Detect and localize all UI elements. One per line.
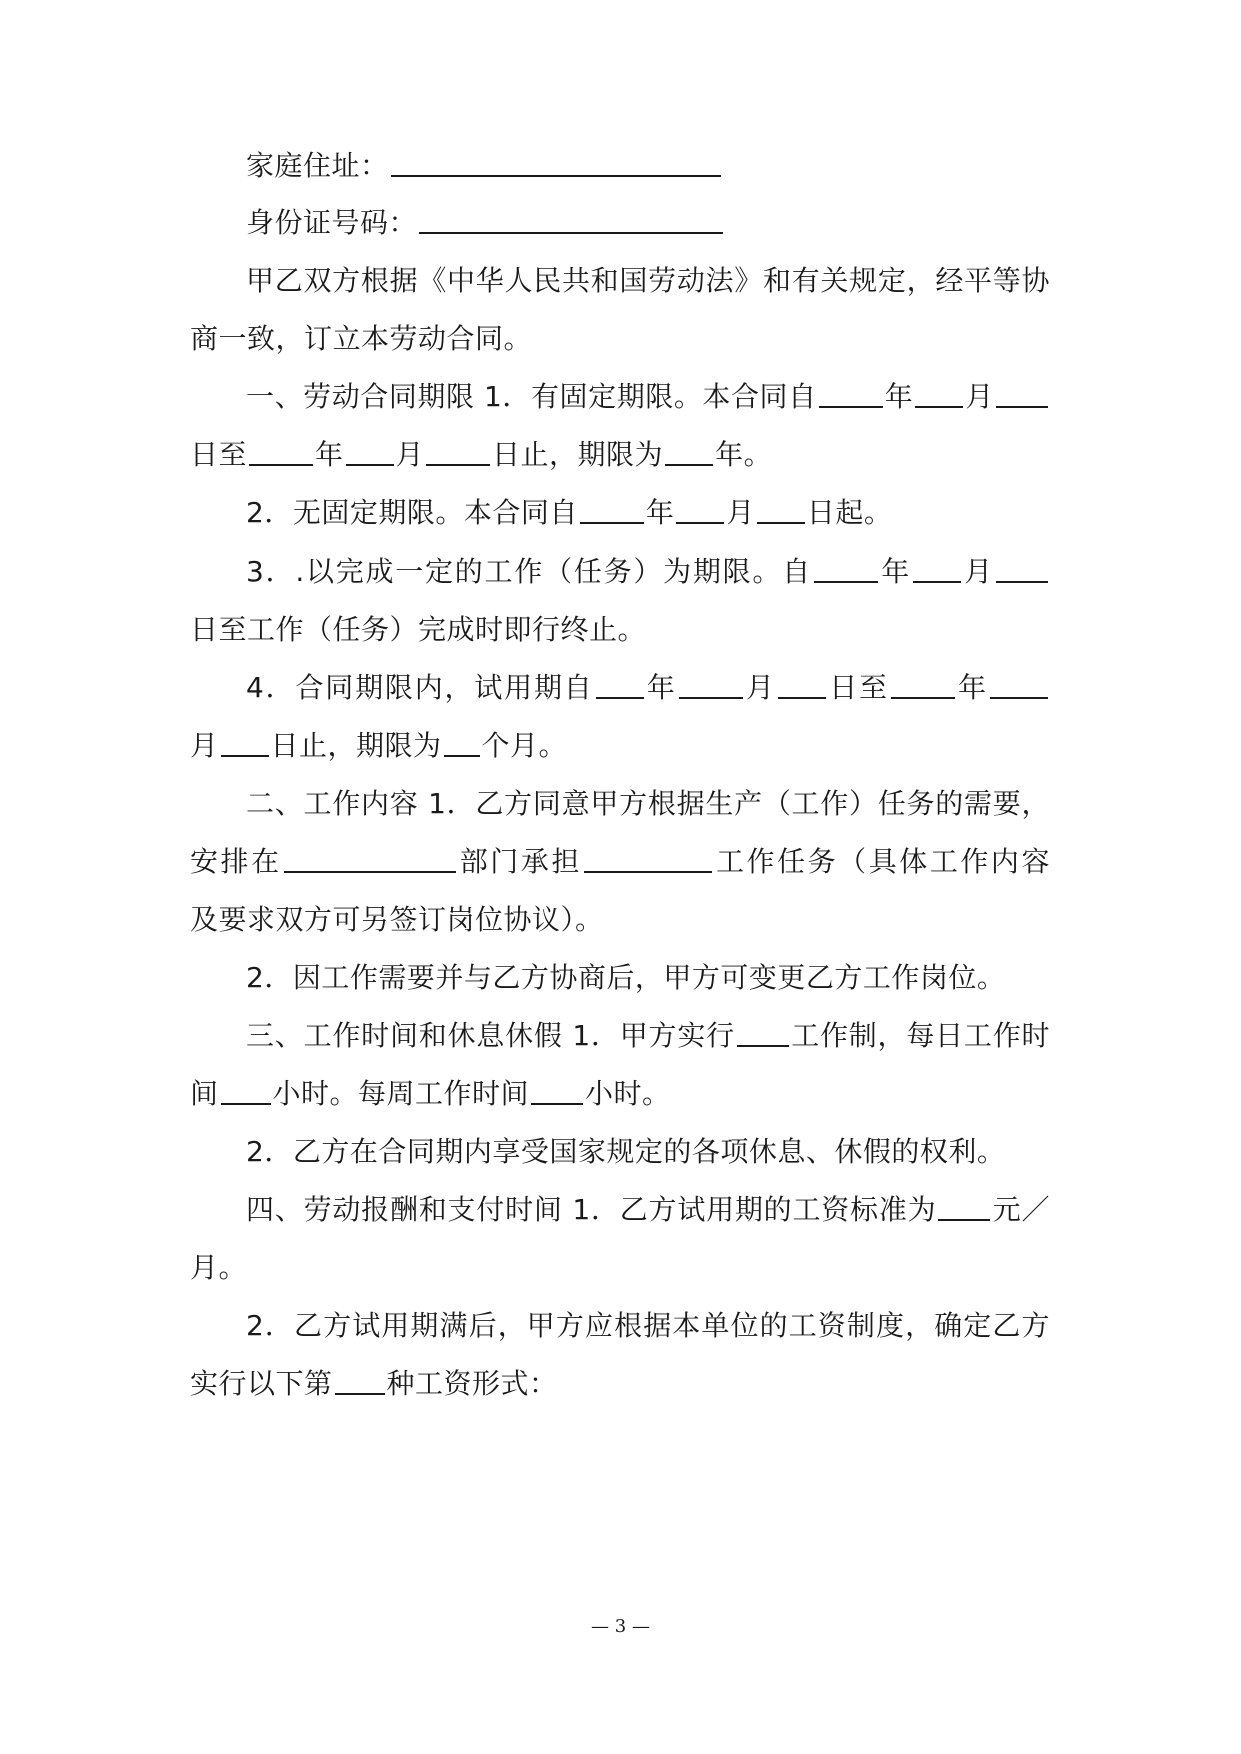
home-address-line: 家庭住址： (246, 146, 723, 186)
fill-blank (580, 496, 644, 524)
work-content-line-2: 安排在 部门承担 工作任务（具体工作内容 (190, 845, 1050, 878)
work-hours-line-2: 间 小时。每周工作时间 小时。 (190, 1077, 671, 1110)
fill-blank (913, 555, 961, 583)
term-fixed-line-1: 一、劳动合同期限 1．有固定期限。本合同自 年 月 (246, 377, 1050, 417)
pay-form-line-2: 实行以下第 种工资形式： (190, 1367, 558, 1400)
fill-blank (221, 1077, 271, 1105)
term-open-line: 2．无固定期限。本合同自 年 月 日起。 (246, 496, 893, 529)
fill-blank (996, 380, 1048, 408)
term-task-line-1: 3．.以完成一定的工作（任务）为期限。自 年 月 (246, 552, 1050, 592)
term-fixed-line-2: 日至 年 月 日止，期限为 年。 (190, 438, 773, 471)
work-hours-line-1: 三、工作时间和休息休假 1．甲方实行 工作制，每日工作时 (246, 1019, 1050, 1052)
fill-blank (737, 1019, 789, 1047)
preamble-line-1: 甲乙双方根据《中华人民共和国劳动法》和有关规定，经平等协 (246, 264, 1050, 297)
fill-blank (284, 845, 456, 873)
fill-blank (676, 496, 724, 524)
page-number: — 3 — (591, 1616, 650, 1637)
fill-blank (584, 845, 712, 873)
fill-blank (531, 1077, 583, 1105)
fill-blank (814, 555, 878, 583)
fill-blank (335, 1367, 385, 1395)
pay-form-line-1: 2．乙方试用期满后，甲方应根据本单位的工资制度，确定乙方 (246, 1309, 1050, 1342)
fill-blank (249, 438, 313, 466)
fill-blank (938, 1193, 990, 1221)
term-task-line-2: 日至工作（任务）完成时即行终止。 (190, 613, 647, 646)
probation-line-1: 4．合同期限内，试用期自 年 月 日至 年 (246, 668, 1050, 708)
rest-rights-line: 2．乙方在合同期内享受国家规定的各项休息、休假的权利。 (246, 1135, 1006, 1168)
probation-line-2: 月 日止，期限为 个月。 (190, 729, 568, 762)
fill-blank (778, 671, 826, 699)
preamble-line-2: 商一致，订立本劳动合同。 (190, 322, 533, 355)
work-content-line-1: 二、工作内容 1．乙方同意甲方根据生产（工作）任务的需要， (246, 787, 1050, 820)
fill-blank (915, 380, 963, 408)
id-number-line: 身份证号码： (246, 203, 725, 243)
fill-blank (996, 555, 1048, 583)
fill-blank (596, 671, 644, 699)
work-content-line-3: 及要求双方可另签订岗位协议）。 (190, 903, 604, 936)
fill-blank (665, 438, 713, 466)
fill-blank (444, 729, 480, 757)
fill-blank (679, 671, 743, 699)
work-change-line: 2．因工作需要并与乙方协商后，甲方可变更乙方工作岗位。 (246, 961, 1006, 994)
pay-line-1: 四、劳动报酬和支付时间 1．乙方试用期的工资标准为 元／ (246, 1193, 1050, 1226)
fill-blank (990, 671, 1048, 699)
pay-line-2: 月。 (190, 1251, 248, 1284)
id-number-blank (419, 206, 723, 234)
fill-blank (221, 729, 269, 757)
fill-blank (819, 380, 883, 408)
home-address-blank (391, 149, 721, 177)
fill-blank (346, 438, 394, 466)
fill-blank (891, 671, 955, 699)
fill-blank (757, 496, 805, 524)
fill-blank (426, 438, 490, 466)
